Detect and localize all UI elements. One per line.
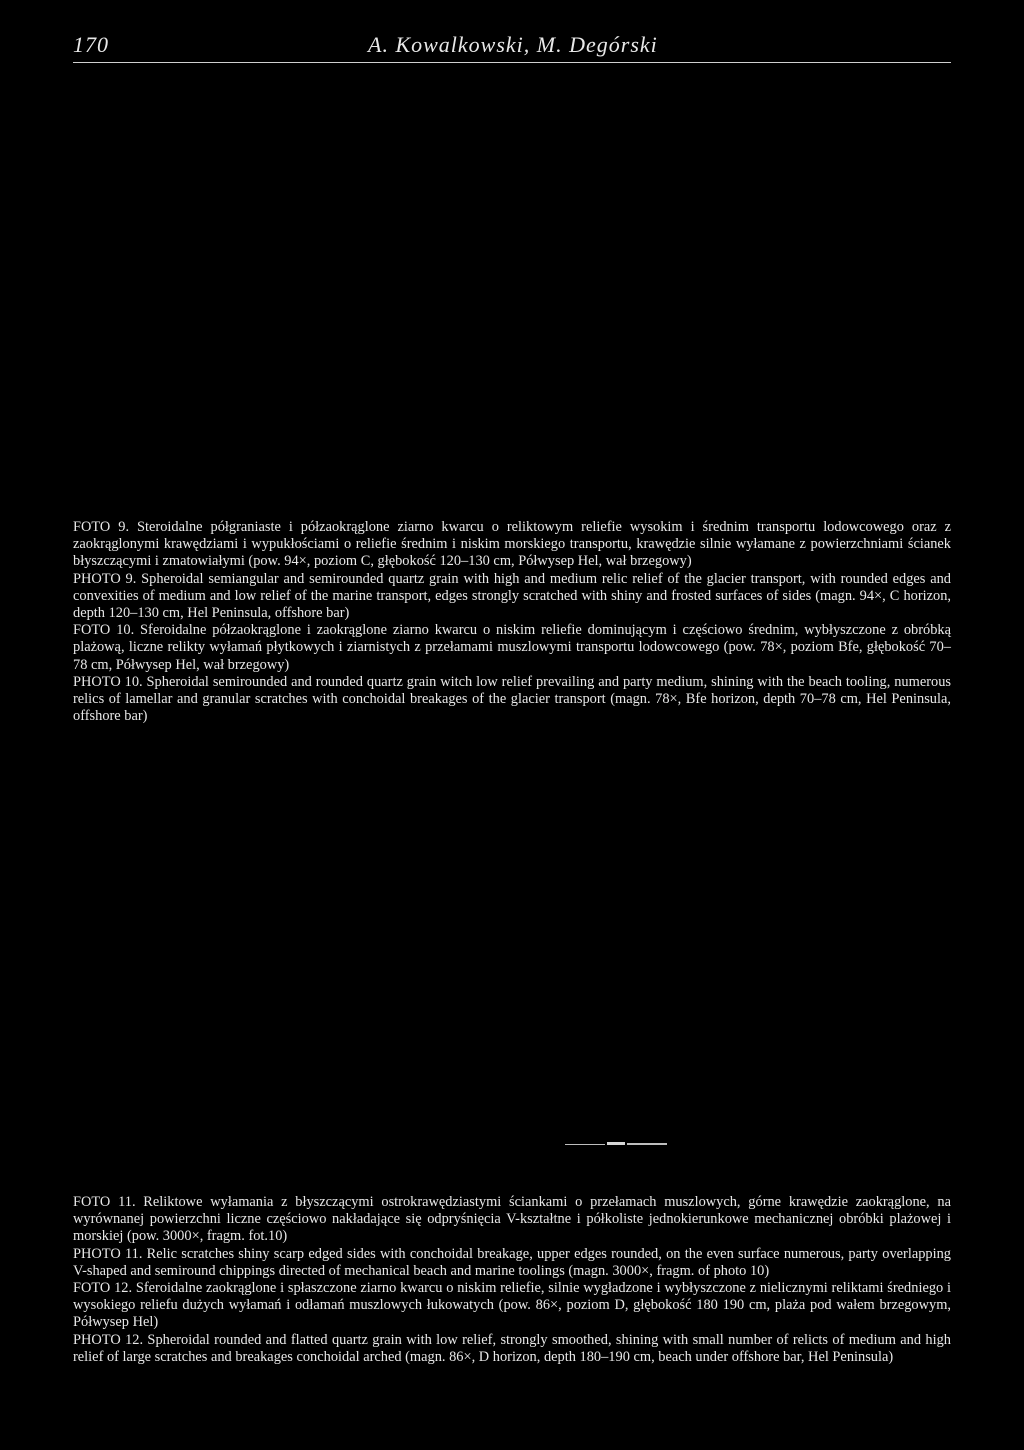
caption-foto-11: FOTO 11. Reliktowe wyłamania z błyszczącymi ostrokrawędziastymi ściankami o przełamach muszlowych, górne krawędzie zaokrąglone, na wyrównanej powierzchni liczne częściowo nakładające się odpryśnięcia V-kształtne i półkoliste jednokierunkowe mechanicznej obróbki plażowej i morskiej (pow. 3000×, fragm. fot.10) bbox=[73, 1194, 951, 1245]
caption-block-photos-11-12 bbox=[73, 1194, 951, 1366]
caption-photo-10: PHOTO 10. Spheroidal semirounded and rounded quartz grain witch low relief prevailing and party medium, shining with the beach tooling, numerous relics of lamellar and granular scratches with conchoidal breakages of the glacier transport (magn. 78×, Bfe horizon, depth 70–78 cm, Hel Peninsula, offshore bar) bbox=[73, 673, 951, 725]
scale-bar bbox=[565, 1138, 667, 1148]
caption-foto-12: FOTO 12. Sferoidalne zaokrąglone i spłaszczone ziarno kwarcu o niskim reliefie, silnie wygładzone i wybłyszczone z nielicznymi reliktami średniego i wysokiego reliefu dużych wyłamań i odłamań muszlowych łukowatych (pow. 86×, poziom D, głębokość 180 190 cm, plaża pod wałem brzegowym, Półwysep Hel) bbox=[73, 1280, 951, 1331]
caption-foto-10: FOTO 10. Sferoidalne półzaokrąglone i zaokrąglone ziarno kwarcu o niskim reliefie dominującym i częściowo średnim, wybłyszczone z obróbką plażową, liczne relikty wyłamań płytkowych i ziarnistych z przełamami muszlowymi transportu lodowcowego (pow. 78×, poziom Bfe, głębokość 70–78 cm, Półwysep Hel, wał brzegowy) bbox=[73, 622, 951, 673]
caption-photo-11: PHOTO 11. Relic scratches shiny scarp edged sides with conchoidal breakage, upper edges rounded, on the even surface numerous, party overlapping V-shaped and semiround chippings directed of mechanical beach and marine toolings (magn. 3000×, fragm. of photo 10) bbox=[73, 1245, 951, 1279]
header-rule bbox=[73, 62, 951, 63]
caption-photo-12: PHOTO 12. Spheroidal rounded and flatted quartz grain with low relief, strongly smoothed, shining with small number of relicts of medium and high relief of large scratches and breakages conchoidal arched (magn. 86×, D horizon, depth 180–190 cm, beach under offshore bar, Hel Peninsula) bbox=[73, 1331, 951, 1365]
page-number: 170 bbox=[73, 32, 109, 57]
caption-foto-9: FOTO 9. Steroidalne półgraniaste i półzaokrąglone ziarno kwarcu o reliktowym reliefie wysokim i średnim transportu lodowcowego oraz z zaokrąglonymi krawędziami i wypukłościami o reliefie średnim i niskim morskiego transportu, krawędzie silnie wyłamane z powierzchniami ścianek błyszczącymi i zmatowiałymi (pow. 94×, poziom C, głębokość 120–130 cm, Półwysep Hel, wał brzegowy) bbox=[73, 519, 951, 570]
caption-photo-9: PHOTO 9. Spheroidal semiangular and semirounded quartz grain with high and medium relic relief of the glacier transport, with rounded edges and convexities of medium and low relief of the marine transport, edges strongly scratched with shiny and frosted surfaces of sides (magn. 94×, C horizon, depth 120–130 cm, Hel Peninsula, offshore bar) bbox=[73, 570, 951, 622]
caption-block-photos-9-10 bbox=[73, 519, 951, 725]
page-header bbox=[73, 30, 951, 62]
running-head-authors: A. Kowalkowski, M. Degórski bbox=[368, 32, 658, 57]
